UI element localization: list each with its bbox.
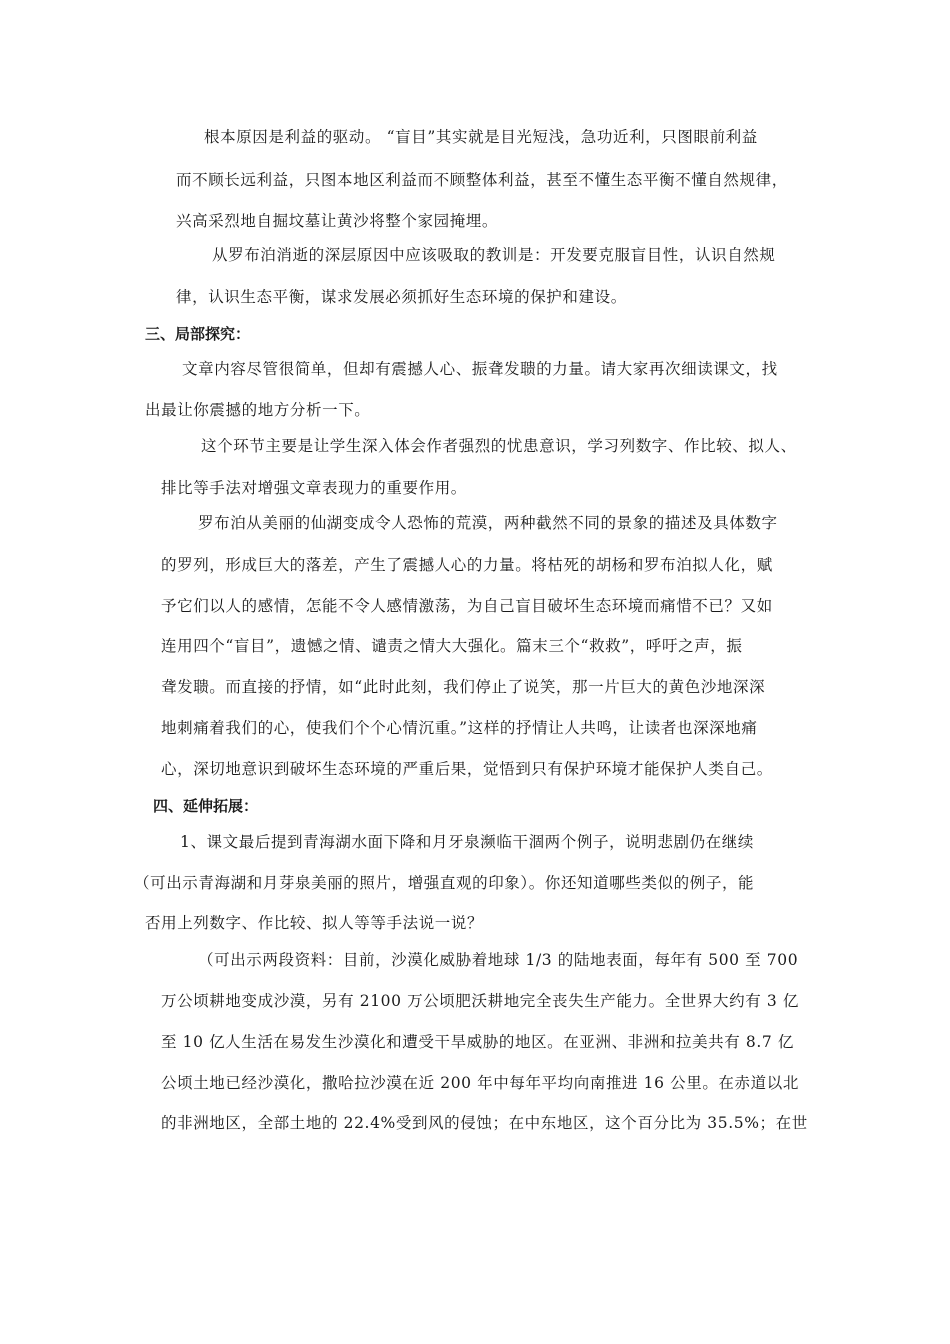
text-line: 的非洲地区，全部土地的 22.4%受到风的侵蚀；在中东地区，这个百分比为 35.5%；在世 bbox=[161, 1114, 808, 1132]
text-line: 出最让你震撼的地方分析一下。 bbox=[145, 401, 371, 419]
text-line: 而不顾长远利益，只图本地区利益而不顾整体利益，甚至不懂生态平衡不懂自然规律， bbox=[176, 171, 788, 189]
text-line: 排比等手法对增强文章表现力的重要作用。 bbox=[161, 479, 467, 497]
text-line: 心，深切地意识到破坏生态环境的严重后果，觉悟到只有保护环境才能保护人类自己。 bbox=[161, 760, 773, 778]
text-line: 律，认识生态平衡，谋求发展必须抓好生态环境的保护和建设。 bbox=[176, 288, 627, 306]
text-line: 从罗布泊消逝的深层原因中应该吸取的教训是：开发要克服盲目性，认识自然规 bbox=[212, 246, 776, 264]
text-line: 1、课文最后提到青海湖水面下降和月牙泉濒临干涸两个例子，说明悲剧仍在继续 bbox=[180, 833, 754, 851]
text-line: 这个环节主要是让学生深入体会作者强烈的忧患意识，学习列数字、作比较、拟人、 bbox=[201, 437, 797, 455]
text-line: 文章内容尽管很简单，但却有震撼人心、振聋发聩的力量。请大家再次细读课文，找 bbox=[182, 360, 778, 378]
text-line: 的罗列，形成巨大的落差，产生了震撼人心的力量。将枯死的胡杨和罗布泊拟人化，赋 bbox=[161, 556, 773, 574]
text-line: 地刺痛着我们的心，使我们个个心情沉重。”这样的抒情让人共鸣，让读者也深深地痛 bbox=[161, 719, 758, 737]
text-line: （可出示青海湖和月芽泉美丽的照片，增强直观的印象）。你还知道哪些类似的例子，能 bbox=[134, 874, 755, 892]
text-line: 否用上列数字、作比较、拟人等等手法说一说？ bbox=[145, 914, 484, 932]
section-heading-extension: 四、延伸拓展： bbox=[153, 797, 259, 815]
text-line: 至 10 亿人生活在易发生沙漠化和遭受干旱威胁的地区。在亚洲、非洲和拉美共有 8.7 亿 bbox=[161, 1033, 794, 1051]
text-line: 罗布泊从美丽的仙湖变成令人恐怖的荒漠，两种截然不同的景象的描述及具体数字 bbox=[198, 514, 778, 532]
text-line: 万公顷耕地变成沙漠，另有 2100 万公顷肥沃耕地完全丧失生产能力。全世界大约有 3 亿 bbox=[161, 992, 799, 1010]
text-line: 连用四个“盲目”，遗憾之情、谴责之情大大强化。篇末三个“救救”，呼吁之声，振 bbox=[161, 637, 743, 655]
text-line: （可出示两段资料：目前，沙漠化威胁着地球 1/3 的陆地表面，每年有 500 至 700 bbox=[198, 951, 799, 969]
section-heading-local-inquiry: 三、局部探究： bbox=[145, 325, 251, 343]
text-line: 根本原因是利益的驱动。 “盲目”其实就是目光短浅，急功近利，只图眼前利益 bbox=[204, 128, 758, 146]
text-line: 予它们以人的感情，怎能不令人感情激荡，为自己盲目破坏生态环境而痛惜不已？又如 bbox=[161, 597, 773, 615]
text-line: 公顷土地已经沙漠化，撒哈拉沙漠在近 200 年中每年平均向南推进 16 公里。在赤道以北 bbox=[161, 1074, 799, 1092]
text-line: 兴高采烈地自掘坟墓让黄沙将整个家园掩埋。 bbox=[176, 212, 499, 230]
text-line: 聋发聩。而直接的抒情，如“此时此刻，我们停止了说笑，那一片巨大的黄色沙地深深 bbox=[161, 678, 766, 696]
